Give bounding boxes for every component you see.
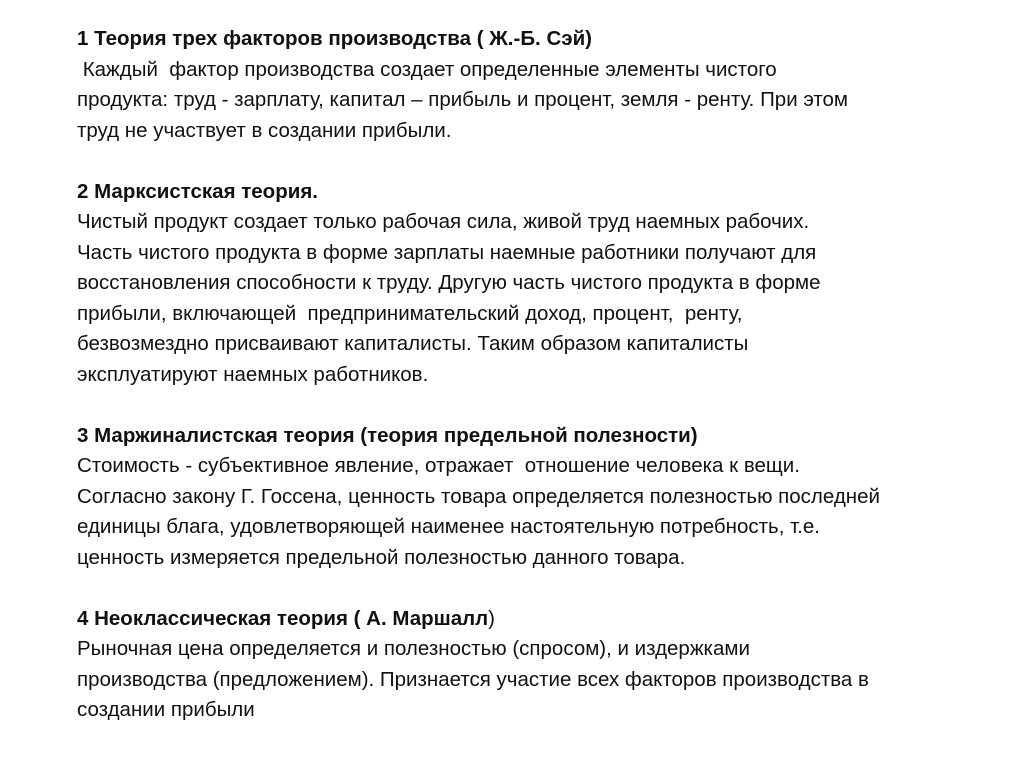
text-line: труд не участвует в создании прибыли. — [77, 118, 452, 142]
text-line: Чистый продукт создает только рабочая сила, живой труд наемных рабочих. — [77, 210, 810, 233]
slide-body — [77, 24, 1007, 726]
text-line: Каждый фактор производства создает определенные элементы чистого — [77, 57, 777, 81]
text-line: восстановления способности к труду. Другую часть чистого продукта в форме — [77, 271, 821, 294]
section-neoclassical-theory — [77, 604, 1007, 726]
text-line: Рыночная цена определяется и полезностью (спросом), и издержками — [77, 637, 750, 660]
section-say-theory — [77, 24, 1007, 146]
text-line: эксплуатируют наемных работников. — [77, 362, 429, 386]
section-heading: 2 Марксистская теория. — [77, 179, 318, 203]
section-marginalist-theory — [77, 421, 1007, 574]
text-line: ценность измеряется предельной полезностью данного товара. — [77, 545, 686, 569]
text-line: Согласно закону Г. Госсена, ценность товара определяется полезностью последней — [77, 484, 880, 508]
spacer — [77, 146, 1007, 177]
section-heading: 3 Маржиналистская теория (теория предельной полезности) — [77, 423, 698, 447]
section-marxist-theory — [77, 177, 1007, 391]
section-heading — [77, 604, 1007, 635]
text-line: создании прибыли — [77, 698, 255, 721]
text-line: прибыли, включающей предпринимательский доход, процент, ренту, — [77, 301, 743, 325]
text-line: производства (предложением). Признается участие всех факторов производства в — [77, 667, 869, 691]
heading-main: 4 Неоклассическая теория ( А. Маршалл — [77, 606, 489, 630]
text-line: продукта: труд - зарплату, капитал – прибыль и процент, земля - ренту. При этом — [77, 88, 849, 111]
spacer — [77, 573, 1007, 604]
section-heading: 1 Теория трех факторов производства ( Ж.-Б. Сэй) — [77, 27, 592, 50]
text-line: безвозмездно присваивают капиталисты. Таким образом капиталисты — [77, 332, 749, 355]
text-line: Стоимость - субъективное явление, отражает отношение человека к вещи. — [77, 454, 800, 477]
heading-closing-paren: ) — [488, 606, 495, 630]
text-line: Часть чистого продукта в форме зарплаты наемные работники получают для — [77, 240, 817, 264]
text-line: единицы блага, удовлетворяющей наименее настоятельную потребность, т.е. — [77, 515, 821, 538]
spacer — [77, 390, 1007, 421]
